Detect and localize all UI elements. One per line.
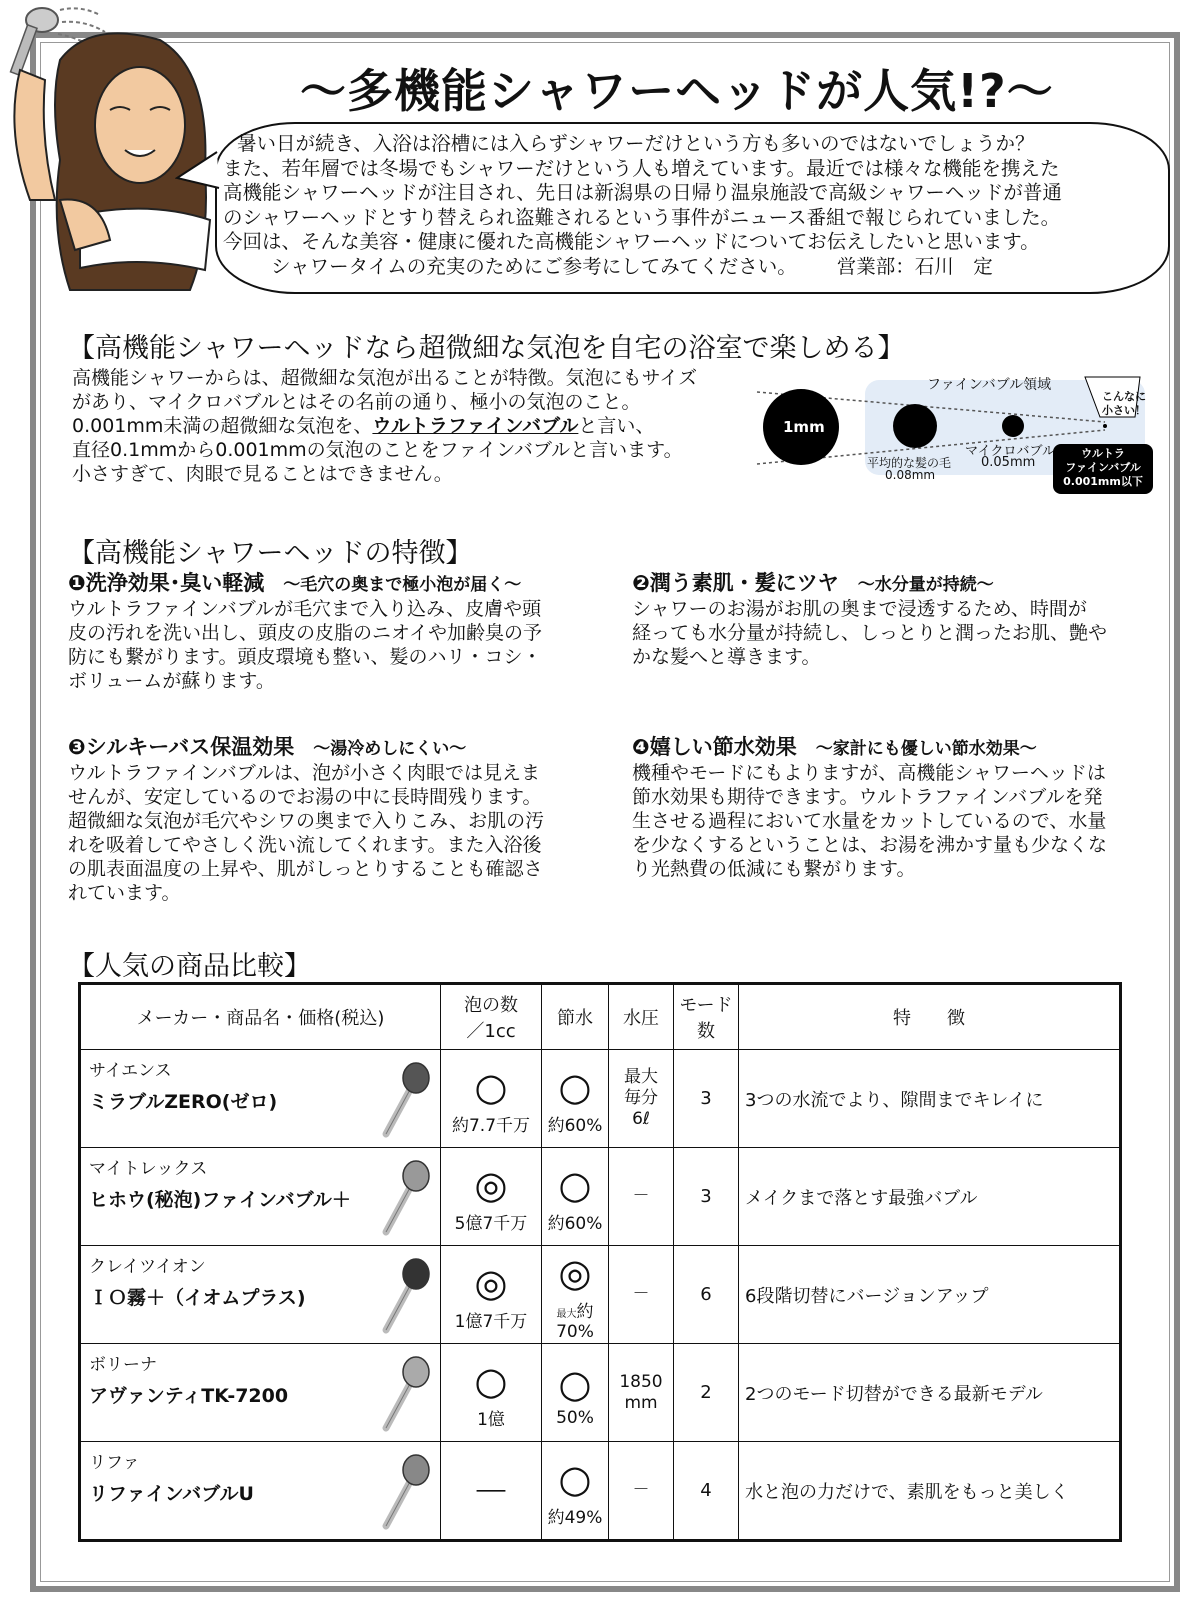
intro-line: 暑い日が続き、入浴は浴槽には入らずシャワーだけという方も多いのではないでしょうか？ <box>237 132 1035 155</box>
col-header-bubbles <box>441 984 542 1050</box>
pressure-line: － <box>632 1186 650 1206</box>
feature-line: れを吸着してやさしく洗い流してくれます。また入浴後 <box>68 834 542 856</box>
bubbles-paragraph <box>72 366 697 486</box>
pressure-cell <box>609 1442 674 1541</box>
section-heading-comparison: 【人気の商品比較】 <box>68 951 311 982</box>
shower-head-image <box>372 1354 432 1434</box>
feature-4 <box>632 735 1107 881</box>
col-header-modes <box>674 984 739 1050</box>
table-row <box>80 1148 1121 1246</box>
pressure-line: mm <box>624 1392 658 1413</box>
header-line: 泡の数 <box>464 995 518 1016</box>
bubble-count: 1億7千万 <box>454 1312 528 1332</box>
col-header-product: メーカー・商品名・価格(税込) <box>80 984 441 1050</box>
paragraph-line: があり、マイクロバブルとはその名前の通り、極小の気泡のこと。 <box>72 391 641 413</box>
feature-subtitle: ～水分量が持続～ <box>857 575 994 595</box>
pressure-cell <box>609 1050 674 1148</box>
feature-title: ❷潤う素肌・髪にツヤ <box>632 571 839 595</box>
bubble-count: 約7.7千万 <box>451 1116 531 1136</box>
modes-cell: 3 <box>674 1050 739 1148</box>
water-saving-cell <box>542 1344 609 1442</box>
intro-signoff: シャワータイムの充実のためにご参考にしてみてください。 <box>271 254 797 278</box>
pressure-line: 1850 <box>619 1371 663 1392</box>
feature-subtitle: ～毛穴の奥まで極小泡が届く～ <box>283 575 522 595</box>
feature-3 <box>68 735 544 905</box>
water-saving-cell <box>542 1148 609 1246</box>
bubble-tail <box>175 148 225 198</box>
intro-line: 高機能シャワーヘッドが注目され、先日は新潟県の日帰り温泉施設で高級シャワーヘッドが普通 <box>223 181 1062 204</box>
pressure-cell <box>609 1344 674 1442</box>
feature-2 <box>632 571 1107 669</box>
intro-line: のシャワーヘッドとすり替えられ盗難されるという事件がニュース番組で報じられていました。 <box>223 205 1061 229</box>
table-header-row <box>80 984 1121 1050</box>
water-saving-cell <box>542 1246 609 1344</box>
product-name: アヴァンティTK-7200 <box>89 1385 289 1407</box>
table-row <box>80 1246 1121 1344</box>
water-saving-cell <box>542 1050 609 1148</box>
product-name: ミラブルZERO(ゼロ) <box>89 1091 278 1113</box>
shower-head-image <box>372 1158 432 1238</box>
feature-title: ❸シルキーバス保温効果 <box>68 735 295 759</box>
pressure-cell <box>609 1148 674 1246</box>
modes-cell: 2 <box>674 1344 739 1442</box>
ultra-fine-bubble-term: ウルトラファインバブル <box>372 415 579 437</box>
bubble-count: 5億7千万 <box>454 1214 528 1234</box>
product-name: ＩＯ霧＋（イオムプラス) <box>89 1287 306 1309</box>
water-saving-value: 約49% <box>547 1508 603 1528</box>
water-saving-value: 約70% <box>556 1302 594 1342</box>
product-cell <box>80 1344 441 1442</box>
feature-line: り光熱費の低減にも繋がります。 <box>632 858 916 880</box>
bubble-size-diagram <box>755 372 1160 497</box>
shower-head-image <box>372 1060 432 1140</box>
feature-line: かな髪へと導きます。 <box>632 646 821 668</box>
paragraph-line: 直径0.1mmから0.001mmの気泡のことをファインバブルと言います。 <box>72 439 683 461</box>
feature-subtitle: ～家計にも優しい節水効果～ <box>815 739 1037 759</box>
pressure-line: － <box>632 1284 650 1304</box>
product-cell <box>80 1050 441 1148</box>
maker-name: マイトレックス <box>89 1159 208 1179</box>
bubble-count-cell <box>441 1246 542 1344</box>
badge-line: ウルトラ <box>1081 447 1125 460</box>
pressure-line: 毎分 <box>624 1088 658 1108</box>
intro-line: 今回は、そんな美容・健康に優れた高機能シャワーヘッドについてお伝えしたいと思います。 <box>223 230 1040 253</box>
shower-head-image <box>372 1256 432 1336</box>
col-header-features: 特 徴 <box>739 984 1121 1050</box>
author: 営業部：石川 定 <box>836 254 993 278</box>
pressure-line: 6ℓ <box>632 1109 650 1129</box>
table-row <box>80 1050 1121 1148</box>
feature-cell: 2つのモード切替ができる最新モデル <box>739 1344 1121 1442</box>
maker-name: クレイツイオン <box>89 1257 206 1277</box>
bubble-count-cell <box>441 1148 542 1246</box>
so-small-note: こんなに <box>1102 390 1146 403</box>
paragraph-line: 高機能シャワーからは、超微細な気泡が出ることが特徴。気泡にもサイズ <box>72 367 698 389</box>
product-cell <box>80 1246 441 1344</box>
bubble-count: 1億 <box>477 1410 505 1430</box>
bubble-count-cell <box>441 1050 542 1148</box>
product-name: リファインバブルU <box>89 1483 254 1505</box>
badge-line: ファインバブル <box>1065 461 1141 474</box>
bubble-rating-symbol: ○ <box>474 1065 508 1109</box>
product-cell <box>80 1442 441 1541</box>
water-saving-value: 50% <box>556 1407 594 1428</box>
micro-bubble-label: マイクロバブル <box>965 444 1055 459</box>
feature-line: ボリュームが蘇ります。 <box>68 670 275 692</box>
bubble-rating-symbol: ○ <box>474 1359 508 1403</box>
so-small-note-2: 小さい！ <box>1102 404 1146 417</box>
feature-1 <box>68 571 542 693</box>
feature-line: 生させる過程において水量をカットしているので、水量 <box>632 810 1107 832</box>
feature-subtitle: ～湯冷めしにくい～ <box>313 739 467 759</box>
feature-line: 経っても水分量が持続し、しっとりと潤ったお肌、艶や <box>632 622 1108 644</box>
modes-cell: 3 <box>674 1148 739 1246</box>
feature-line: れています。 <box>68 882 181 904</box>
intro-text <box>223 132 1158 279</box>
header-line: モード <box>679 995 733 1016</box>
hair-label: 平均的な髪の毛 <box>867 456 952 470</box>
water-rating-symbol: ○ <box>558 1361 592 1406</box>
water-rating-symbol: ○ <box>558 1457 592 1501</box>
page-title: ～多機能シャワーヘッドが人気!?～ <box>300 64 1054 118</box>
bubble-rating-symbol: ◎ <box>474 1163 508 1207</box>
micro-bubble-size-label: 0.05mm <box>981 455 1036 470</box>
pressure-cell <box>609 1246 674 1344</box>
table-row <box>80 1442 1121 1541</box>
feature-title: ❶洗浄効果･臭い軽減 <box>68 571 265 595</box>
header-line: 数 <box>697 1021 715 1042</box>
feature-cell: メイクまで落とす最強バブル <box>739 1148 1121 1246</box>
feature-line: 防にも繋がります。頭皮環境も整い、髪のハリ・コシ・ <box>68 646 542 668</box>
feature-cell: 6段階切替にバージョンアップ <box>739 1246 1121 1344</box>
feature-line: 節水効果も期待できます。ウルトラファインバブルを発 <box>632 786 1103 808</box>
section-heading-features: 【高機能シャワーヘッドの特徴】 <box>68 538 473 569</box>
water-saving-value: 約60% <box>547 1214 603 1234</box>
paragraph-line: 0.001mm未満の超微細な気泡を、 <box>72 415 373 437</box>
maker-name: リファ <box>89 1453 140 1473</box>
product-comparison-table <box>78 982 1122 1542</box>
hair-size-label: 0.08mm <box>885 468 936 482</box>
feature-line: 超微細な気泡が毛穴やシワの奥まで入りこみ、お肌の汚 <box>68 810 545 832</box>
header-line: ／1cc <box>466 1021 516 1042</box>
pressure-line: 最大 <box>624 1067 658 1087</box>
feature-line: 皮の汚れを洗い出し、頭皮の皮脂のニオイや加齢臭の予 <box>68 622 543 644</box>
paragraph-line: 小さすぎて、肉眼で見ることはできません。 <box>72 463 453 485</box>
badge-line: 0.001mm以下 <box>1063 475 1143 488</box>
feature-cell: 3つの水流でより、隙間までキレイに <box>739 1050 1121 1148</box>
feature-line: ウルトラファインバブルは、泡が小さく肉眼では見えま <box>68 762 540 784</box>
feature-cell: 水と泡の力だけで、素肌をもっと美しく <box>739 1442 1121 1541</box>
feature-line: シャワーのお湯がお肌の奥まで浸透するため、時間が <box>632 598 1087 620</box>
pressure-line: － <box>632 1480 650 1500</box>
water-saving-cell <box>542 1442 609 1541</box>
bubble-rating-symbol: － <box>471 1469 510 1514</box>
product-cell <box>80 1148 441 1246</box>
col-header-water: 節水 <box>542 984 609 1050</box>
water-rating-symbol: ○ <box>558 1163 592 1207</box>
water-prefix: 最大 <box>556 1309 577 1320</box>
shower-head-image <box>372 1452 432 1532</box>
maker-name: サイエンス <box>89 1061 172 1081</box>
feature-line: せんが、安定しているのでお湯の中に長時間残ります。 <box>68 786 542 808</box>
water-saving-value: 約60% <box>547 1116 603 1136</box>
water-rating-symbol: ◎ <box>558 1251 592 1295</box>
one-mm-label: 1mm <box>783 418 825 436</box>
bubble-count-cell <box>441 1442 542 1541</box>
ultra-fine-bubble-badge <box>1053 447 1153 489</box>
section-heading-bubbles: 【高機能シャワーヘッドなら超微細な気泡を自宅の浴室で楽しめる】 <box>68 333 905 364</box>
bubble-count-cell <box>441 1344 542 1442</box>
col-header-pressure: 水圧 <box>609 984 674 1050</box>
feature-line: の肌表面温度の上昇や、肌がしっとりすることも確認さ <box>68 858 543 880</box>
feature-line: 機種やモードにもよりますが、高機能シャワーヘッドは <box>632 762 1106 784</box>
maker-name: ボリーナ <box>89 1355 157 1375</box>
feature-line: を少なくするということは、お湯を沸かす量も少なくな <box>632 834 1108 856</box>
product-name: ヒホウ(秘泡)ファインバブル＋ <box>89 1189 351 1211</box>
bubble-rating-symbol: ◎ <box>474 1261 508 1305</box>
paragraph-line: と言い、 <box>578 415 655 437</box>
intro-line: また、若年層では冬場でもシャワーだけという人も増えています。最近では様々な機能を携えた <box>223 156 1060 180</box>
modes-cell: 6 <box>674 1246 739 1344</box>
modes-cell: 4 <box>674 1442 739 1541</box>
table-row <box>80 1344 1121 1442</box>
water-rating-symbol: ○ <box>558 1065 592 1109</box>
fine-bubble-area-label: ファインバブル領域 <box>927 377 1052 393</box>
feature-line: ウルトラファインバブルが毛穴まで入り込み、皮膚や頭 <box>68 598 542 620</box>
feature-title: ❹嬉しい節水効果 <box>632 735 797 759</box>
